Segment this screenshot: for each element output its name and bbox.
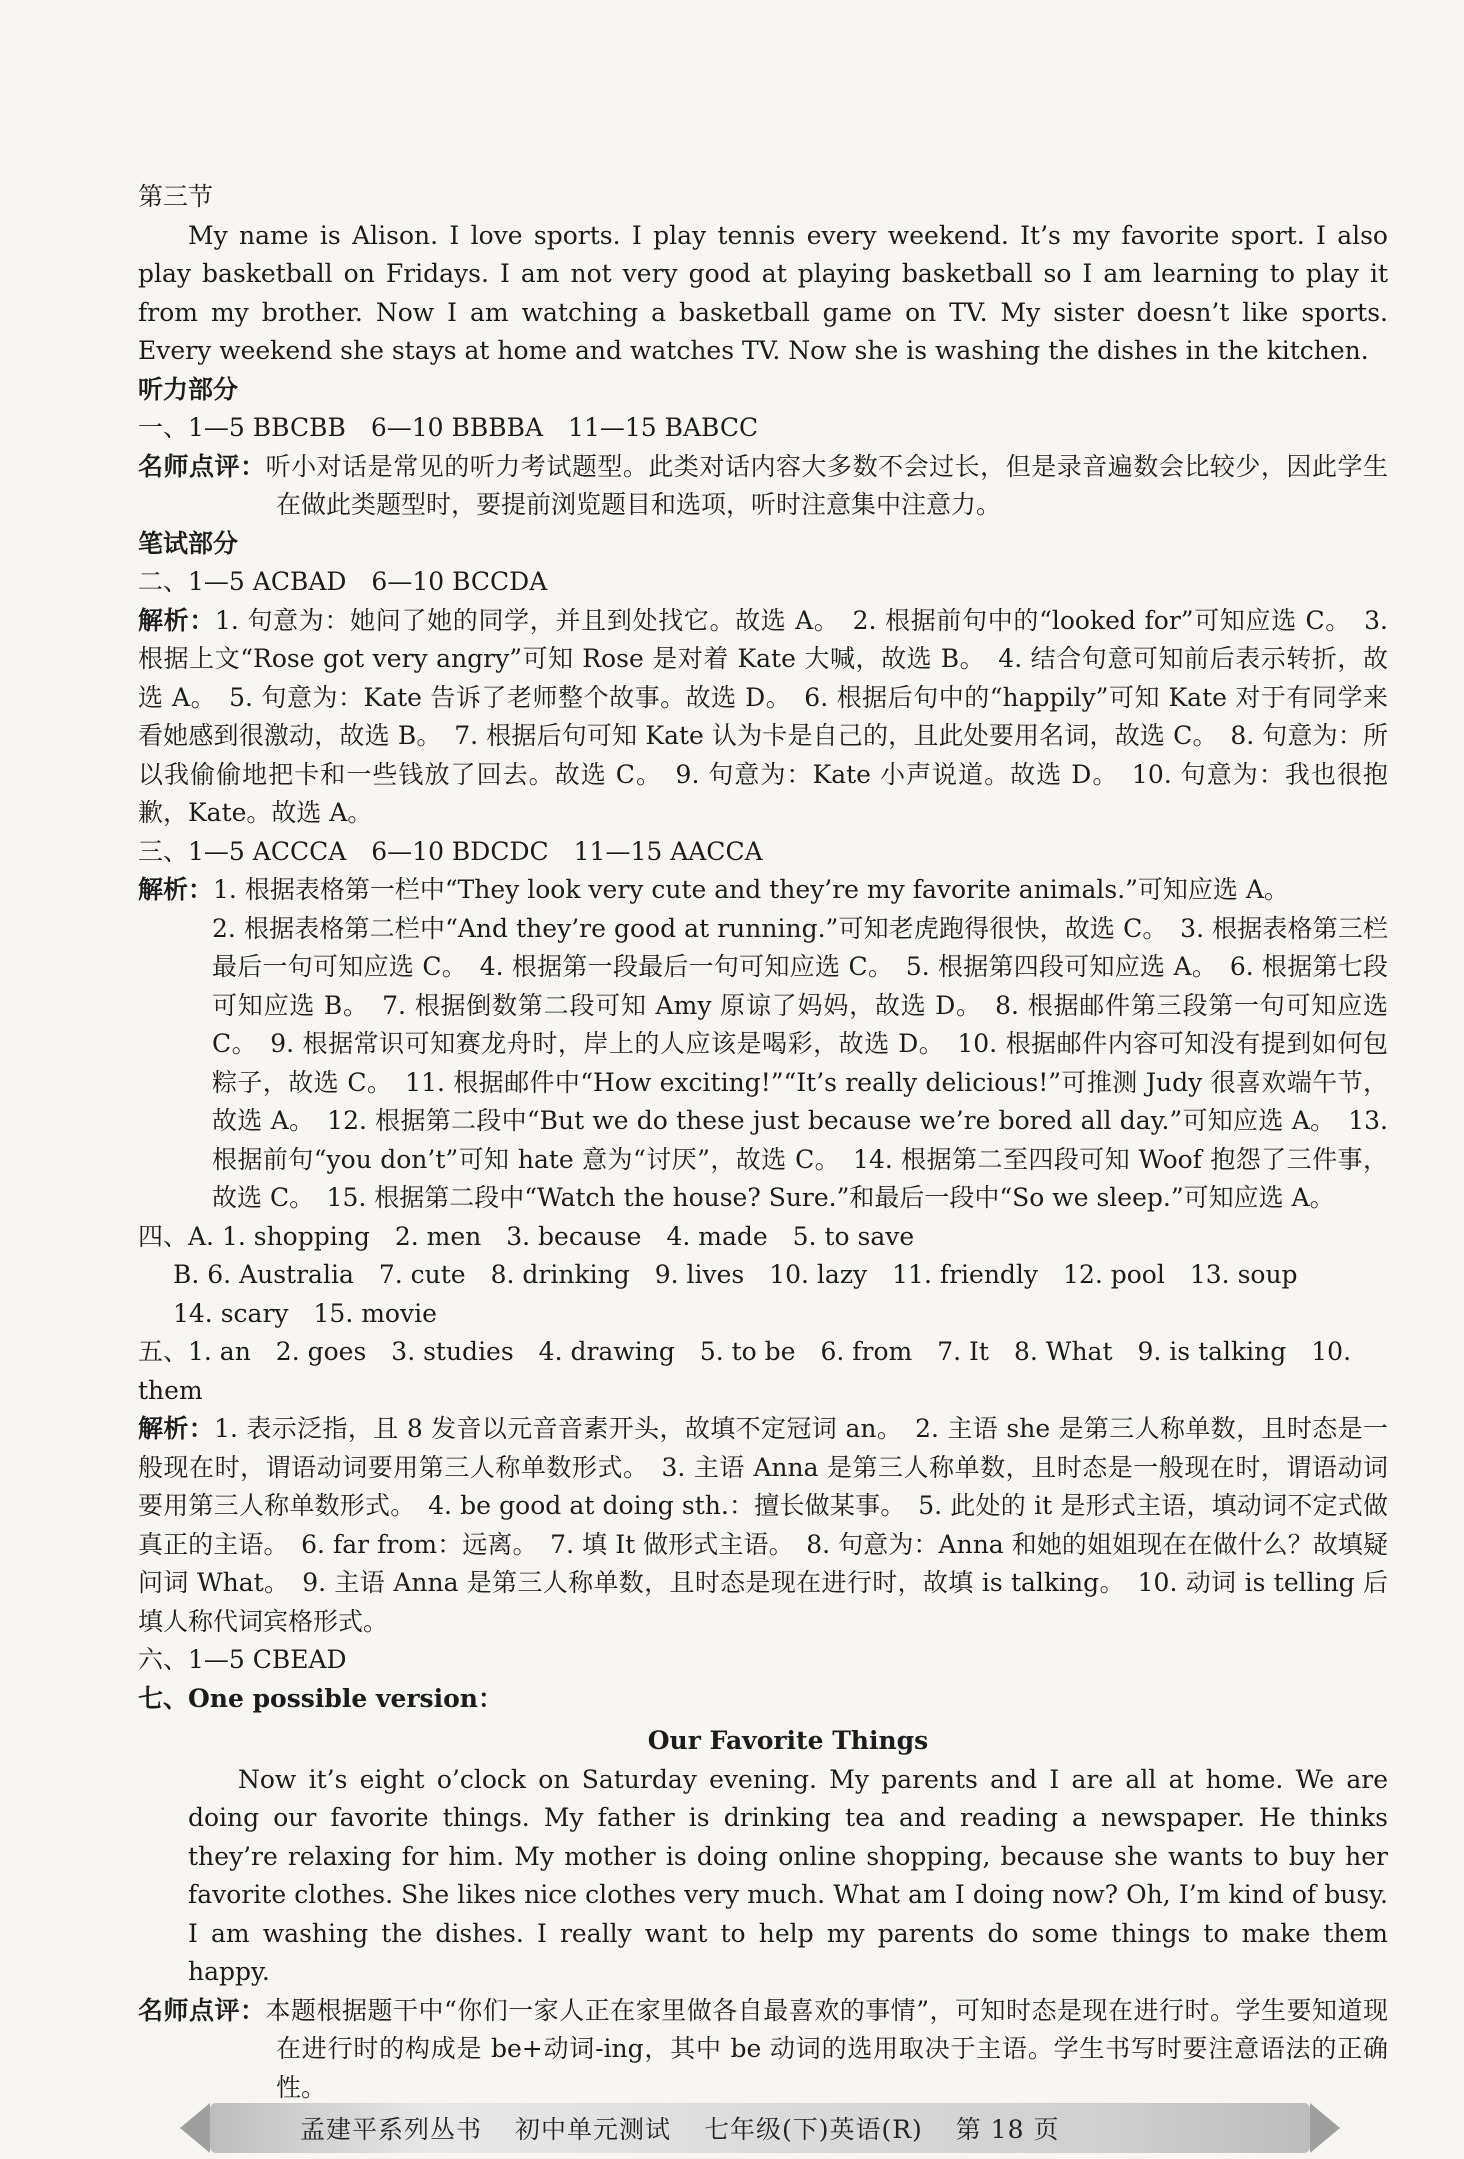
part3-explanation: 2. 根据表格第二栏中“And they’re good at running.”可知老虎跑得很快，故选 C。 3. 根据表格第三栏最后一句可知应选 C。 4. 根据第一段最后一句可知应选 C。 5. 根据第四段可知应选 A。 6. 根据第七段可知应选 B。 7. 根据倒数第二段可知 Amy 原谅了妈妈，故选 D。 8. 根据邮件第三段第一句可知应选 C。 9. 根据常识可知赛龙舟时，岸上的人应该是喝彩，故选 D。 10. 根据邮件内容可知没有提到如何包粽子，故选 C。 11. 根据邮件中“How exciting!”“It’s really delicious!”可推测 Judy 很喜欢端午节，故选 A。 12. 根据第二段中“But we do these just because we’re bored all day.”可知应选 A。 13. 根据前句“you don’t”可知 hate 意为“讨厌”，故选 C。 14. 根据第二至四段可知 Woof 抱怨了三件事，故选 C。 15. 根据第二段中“Watch the house? Sure.”和最后一段中“So we sleep.”可知应选 A。	[212, 913, 1388, 1212]
part2-label: 解析：	[138, 605, 215, 635]
listening-comment-text: 听小对话是常见的听力考试题型。此类对话内容大多数不会过长，但是录音遍数会比较少，因此学生在做此类题型时，要提前浏览题目和选项，听时注意集中注意力。	[265, 451, 1388, 519]
part7-heading: 七、One possible version：	[138, 1683, 503, 1713]
part5-explanation	[138, 1410, 1388, 1641]
part4-line-b: B. 6. Australia 7. cute 8. drinking 9. lives 10. lazy 11. friendly 12. pool 13. soup	[173, 1260, 1298, 1289]
essay-block	[138, 1722, 1388, 1992]
part3-line1	[138, 871, 1388, 910]
part3-answers: 三、1—5 ACCCA 6—10 BDCDC 11—15 AACCA	[138, 836, 763, 866]
part4-line-c: 14. scary 15. movie	[173, 1298, 437, 1328]
listening-comment	[138, 448, 1388, 525]
page-content	[138, 178, 1388, 2107]
footer-right-arrow-icon	[1310, 2103, 1340, 2153]
part3-label: 解析：	[138, 875, 214, 904]
part3-line1-text: 1. 根据表格第一栏中“They look very cute and they’re my favorite animals.”可知应选 A。	[213, 875, 1289, 904]
written-heading: 笔试部分	[138, 528, 239, 558]
listening-comment-label: 名师点评：	[138, 451, 266, 481]
essay-title: Our Favorite Things	[647, 1726, 929, 1755]
part7-comment-label: 名师点评：	[138, 1995, 266, 2025]
part2-explanation	[138, 602, 1388, 833]
part6-answers: 六、1—5 CBEAD	[138, 1645, 347, 1674]
part5-text: 1. 表示泛指，且 8 发音以元音音素开头，故填不定冠词 an。 2. 主语 she 是第三人称单数，且时态是一般现在时，谓语动词要用第三人称单数形式。 3. 主语 Anna 是第三人称单数，且时态是一般现在时，谓语动词要用第三人称单数形式。 4. be good at doing sth.：擅长做某事。 5. 此处的 it 是形式主语，填动词不定式做真正的主语。 6. far from：远离。 7. 填 It 做形式主语。 8. 句意为：Anna 和她的姐姐现在在做什么？故填疑问词 What。 9. 主语 Anna 是第三人称单数，且时态是现在进行时，故填 is talking。 10. 动词 is telling 后填人称代词宾格形式。	[138, 1414, 1388, 1636]
footer-page-number: 第 18 页	[955, 2115, 1060, 2144]
footer-left-arrow-icon	[180, 2103, 210, 2153]
listening-answers: 一、1—5 BBCBB 6—10 BBBBA 11—15 BABCC	[138, 413, 759, 442]
part5-label: 解析：	[138, 1414, 215, 1443]
part5-answers: 五、1. an 2. goes 3. studies 4. drawing 5. to be 6. from 7. It 8. What 9. is talking 10. them	[138, 1337, 1352, 1405]
section3-passage: My name is Alison. I love sports. I play tennis every weekend. It’s my favorite sport. I also play basketball on Fridays. I am not very good at playing basketball so I am learning to play it from my brother. Now I am watching a basketball game on TV. My sister doesn’t like sports. Every weekend she stays at home and watches TV. Now she is washing the dishes in the kitchen.	[138, 220, 1388, 365]
footer-grade: 七年级(下)英语(R)	[703, 2115, 923, 2144]
essay-body: Now it’s eight o’clock on Saturday evening. My parents and I are all at home. We are doing our favorite things. My father is drinking tea and reading a newspaper. He thinks they’re relaxing for him. My mother is doing online shopping, because she wants to buy her favorite clothes. She likes nice clothes very much. What am I doing now? Oh, I’m kind of busy. I am washing the dishes. I really want to help my parents do some things to make them happy.	[188, 1764, 1388, 1986]
listening-heading: 听力部分	[138, 374, 239, 404]
part4-line-a: 四、A. 1. shopping 2. men 3. because 4. made 5. to save	[138, 1221, 915, 1251]
page-footer	[210, 2103, 1310, 2153]
section3-heading: 第三节	[138, 182, 214, 211]
footer-text	[300, 2110, 1083, 2146]
footer-book: 初中单元测试	[514, 2115, 671, 2144]
part7-comment-text: 本题根据题干中“你们一家人正在家里做各自最喜欢的事情”，可知时态是现在进行时。学生要知道现在进行时的构成是 be+动词-ing，其中 be 动词的选用取决于主语。学生书写时要注意语法的正确性。	[265, 1995, 1388, 2102]
part2-text: 1. 句意为：她问了她的同学，并且到处找它。故选 A。 2. 根据前句中的“looked for”可知应选 C。 3. 根据上文“Rose got very angry”可知 Rose 是对着 Kate 大喊，故选 B。 4. 结合句意可知前后表示转折，故选 A。 5. 句意为：Kate 告诉了老师整个故事。故选 D。 6. 根据后句中的“happily”可知 Kate 对于有同学来看她感到很激动，故选 B。 7. 根据后句可知 Kate 认为卡是自己的，且此处要用名词，故选 C。 8. 句意为：所以我偷偷地把卡和一些钱放了回去。故选 C。 9. 句意为：Kate 小声说道。故选 D。 10. 句意为：我也很抱歉，Kate。故选 A。	[138, 605, 1388, 827]
part7-comment	[138, 1992, 1388, 2108]
part2-answers: 二、1—5 ACBAD 6—10 BCCDA	[138, 567, 548, 596]
footer-series: 孟建平系列丛书	[300, 2115, 483, 2144]
